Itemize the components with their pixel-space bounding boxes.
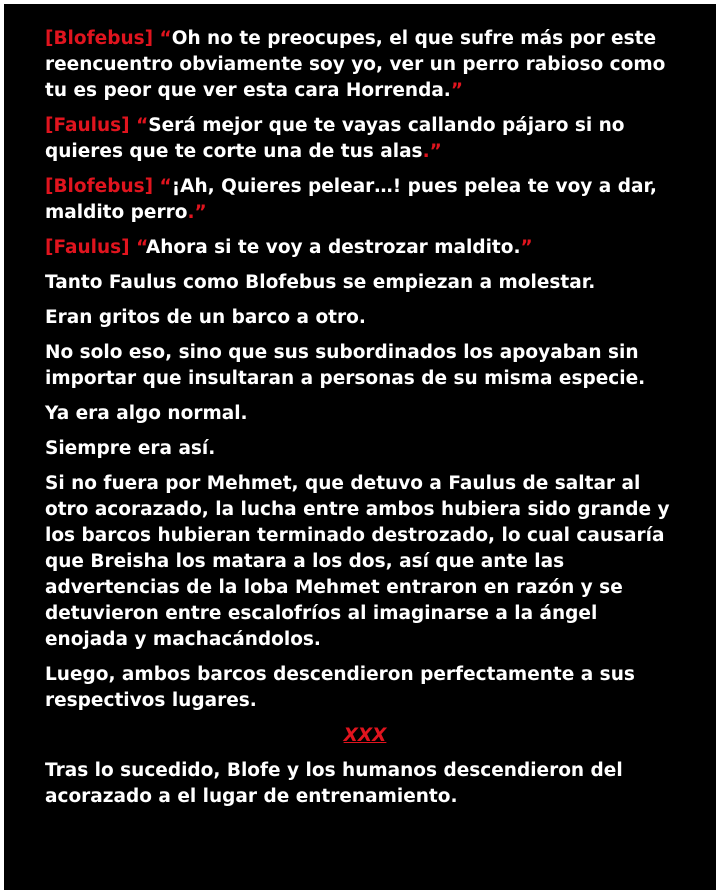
story-text <box>45 26 685 819</box>
open-quote: “ <box>136 237 146 258</box>
dialogue-line <box>45 26 685 104</box>
speaker-tag: [Blofebus] <box>45 176 154 197</box>
narration-paragraph: Luego, ambos barcos descendieron perfectamente a sus respectivos lugares. <box>45 664 635 711</box>
narration-paragraph: Si no fuera por Mehmet, que detuvo a Faulus de saltar al otro acorazado, la lucha entre ambos hubiera sido grande y los barcos hubieran terminado destrozado, lo cual causaría que Breisha los matara a los dos, así que ante las advertencias de la loba Mehmet entraron en razón y se detuvieron entre escalofríos al imaginarse a la ángel enojada y machacándolos. <box>45 473 670 650</box>
scene-separator <box>45 723 685 749</box>
dialogue-text: ¡Ah, Quieres pelear…! pues pelea te voy a dar, maldito perro <box>45 176 657 223</box>
speaker-tag: [Blofebus] <box>45 28 154 49</box>
narration-paragraph: Siempre era así. <box>45 438 216 459</box>
dialogue-text: Ahora si te voy a destrozar maldito. <box>145 237 521 258</box>
close-quote: .” <box>422 141 442 162</box>
close-quote: ” <box>450 80 463 101</box>
open-quote: “ <box>136 115 149 136</box>
narration-paragraph: Tanto Faulus como Blofebus se empiezan a molestar. <box>45 272 596 293</box>
dialogue-line <box>45 235 685 261</box>
dialogue-text: Será mejor que te vayas callando pájaro si no quieres que te corte una de tus alas <box>45 115 625 162</box>
page <box>4 4 716 890</box>
close-quote: ” <box>520 237 533 258</box>
open-quote: “ <box>159 28 172 49</box>
speaker-tag: [Faulus] <box>45 237 130 258</box>
close-quote: .” <box>187 202 207 223</box>
narration-paragraph: Tras lo sucedido, Blofe y los humanos descendieron del acorazado a el lugar de entrenamiento. <box>45 760 623 807</box>
dialogue-text: Oh no te preocupes, el que sufre más por este reencuentro obviamente soy yo, ver un perro rabioso como tu es peor que ver esta cara Horrenda. <box>45 28 666 101</box>
speaker-tag: [Faulus] <box>45 115 130 136</box>
dialogue-line <box>45 174 685 226</box>
narration-paragraph: No solo eso, sino que sus subordinados los apoyaban sin importar que insultaran a personas de su misma especie. <box>45 342 646 389</box>
narration-paragraph: Eran gritos de un barco a otro. <box>45 307 366 328</box>
narration-paragraph: Ya era algo normal. <box>45 403 248 424</box>
dialogue-line <box>45 113 685 165</box>
separator-mark: XXX <box>343 725 387 746</box>
open-quote: “ <box>159 176 172 197</box>
